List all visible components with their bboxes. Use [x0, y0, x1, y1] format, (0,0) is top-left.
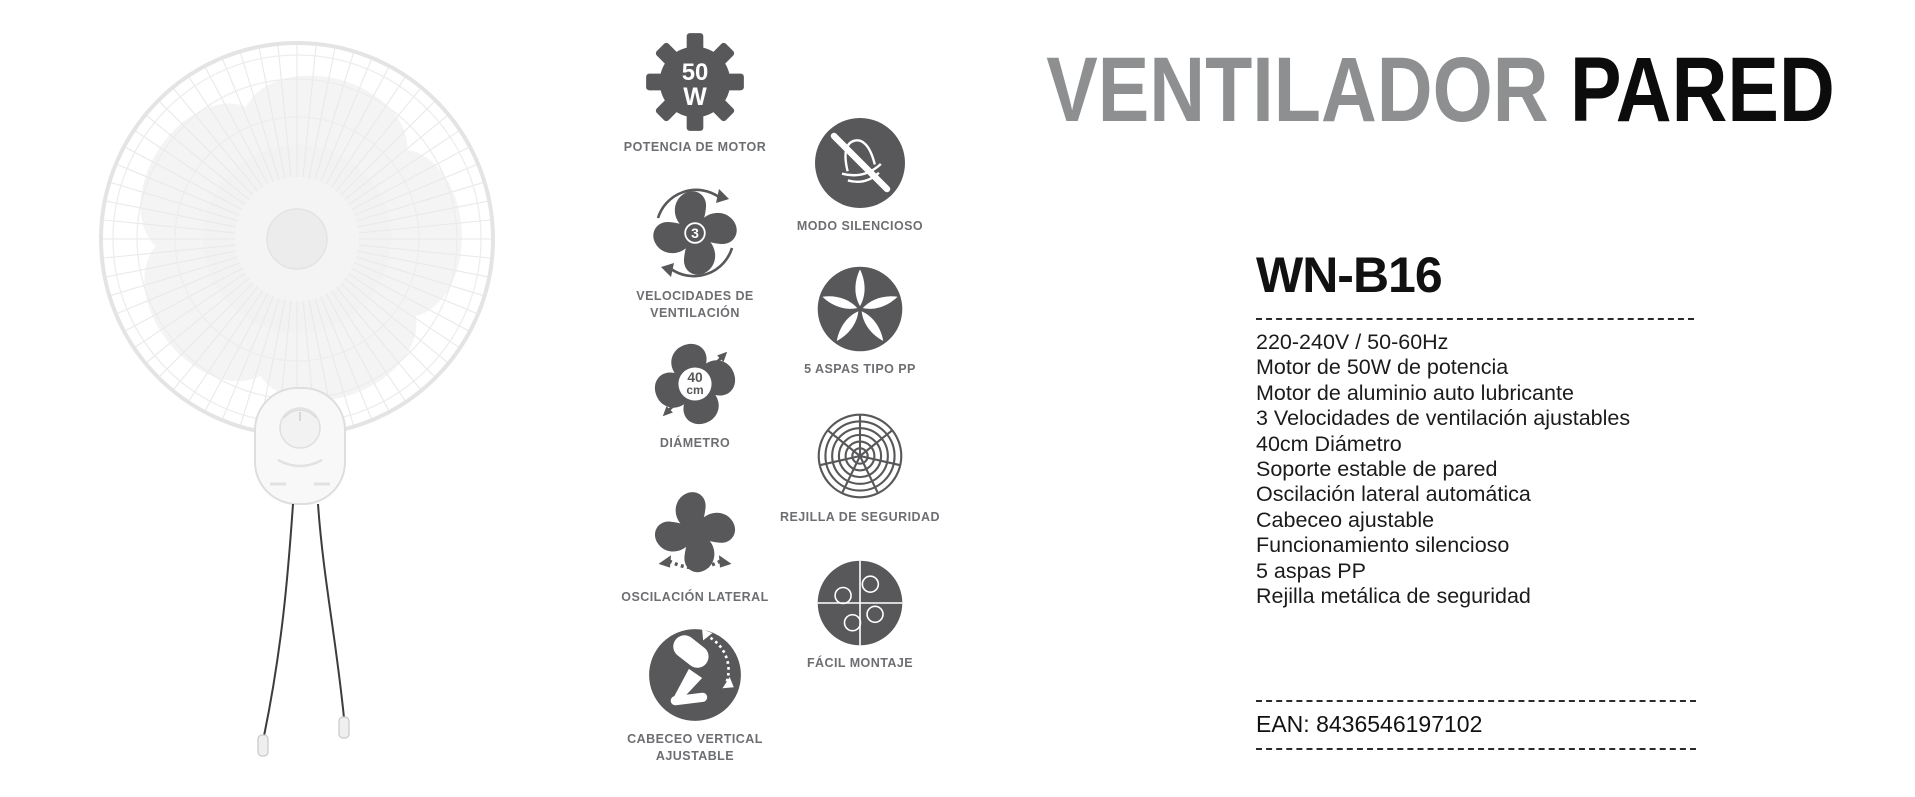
feature-label: VELOCIDADES DE VENTILACIÓN: [636, 289, 754, 320]
diameter-unit: cm: [686, 383, 704, 398]
feature-diameter: [615, 338, 775, 452]
diameter-value: 40: [687, 370, 703, 386]
safety-grille-icon: [812, 408, 908, 504]
feature-fan-speeds: [615, 183, 775, 322]
spec-line: 5 aspas PP: [1256, 558, 1366, 583]
spec-line: Cabeceo ajustable: [1256, 507, 1435, 532]
model-number: WN-B16: [1256, 247, 1442, 303]
power-value: 50: [681, 58, 709, 86]
feature-safety-grille: [780, 408, 940, 526]
spec-line: 220-240V / 50-60Hz: [1256, 330, 1449, 354]
wall-fan-product-image: [92, 36, 512, 776]
feature-label: OSCILACIÓN LATERAL: [621, 590, 769, 604]
page-title: [1046, 39, 1835, 141]
title-product-type: VENTILADOR: [1046, 39, 1549, 141]
feature-label: MODO SILENCIOSO: [796, 219, 924, 233]
spec-line: Oscilación lateral automática: [1256, 482, 1531, 507]
feature-label: CABECEO VERTICAL AJUSTABLE: [627, 732, 763, 763]
ean-label: EAN:: [1256, 711, 1310, 737]
spec-line: 3 Velocidades de ventilación ajustables: [1256, 406, 1631, 431]
gear-power-icon: [643, 30, 747, 134]
spec-line: Motor de 50W de potencia: [1256, 355, 1509, 380]
pull-cord-right: [318, 504, 344, 718]
spec-line: Motor de aluminio auto lubricante: [1256, 380, 1574, 405]
spec-line: Rejilla metálica de seguridad: [1256, 584, 1531, 609]
power-unit: W: [683, 82, 707, 111]
feature-vertical-tilt: [615, 624, 775, 765]
ean-code: [1256, 700, 1696, 750]
ean-value: 8436546197102: [1316, 711, 1483, 737]
silent-mode-icon: [810, 113, 910, 213]
feature-label: REJILLA DE SEGURIDAD: [780, 510, 940, 524]
feature-motor-power: [615, 30, 775, 156]
dashed-divider: [1256, 318, 1694, 320]
feature-label: POTENCIA DE MOTOR: [623, 140, 767, 154]
fan-tilt-icon: [644, 624, 746, 726]
pull-cord-left: [264, 504, 293, 736]
feature-label: FÁCIL MONTAJE: [806, 656, 914, 670]
fan-diameter-icon: [649, 338, 741, 430]
speeds-value: 3: [691, 225, 699, 241]
feature-five-blades: [780, 262, 940, 378]
feature-label: 5 ASPAS TIPO PP: [804, 362, 916, 376]
feature-silent-mode: [780, 113, 940, 235]
feature-label: DIÁMETRO: [659, 436, 731, 450]
five-blades-icon: [813, 262, 907, 356]
easy-assembly-icon: [813, 556, 907, 650]
spec-line: 40cm Diámetro: [1256, 431, 1402, 456]
title-product-variant: PARED: [1570, 39, 1835, 141]
spec-list: [1256, 330, 1630, 609]
feature-oscillation: [615, 488, 775, 606]
spec-line: Funcionamiento silencioso: [1256, 533, 1510, 558]
fan-speeds-icon: [645, 183, 745, 283]
fan-oscillation-icon: [647, 488, 743, 584]
spec-line: Soporte estable de pared: [1256, 457, 1498, 482]
feature-easy-assembly: [780, 556, 940, 672]
